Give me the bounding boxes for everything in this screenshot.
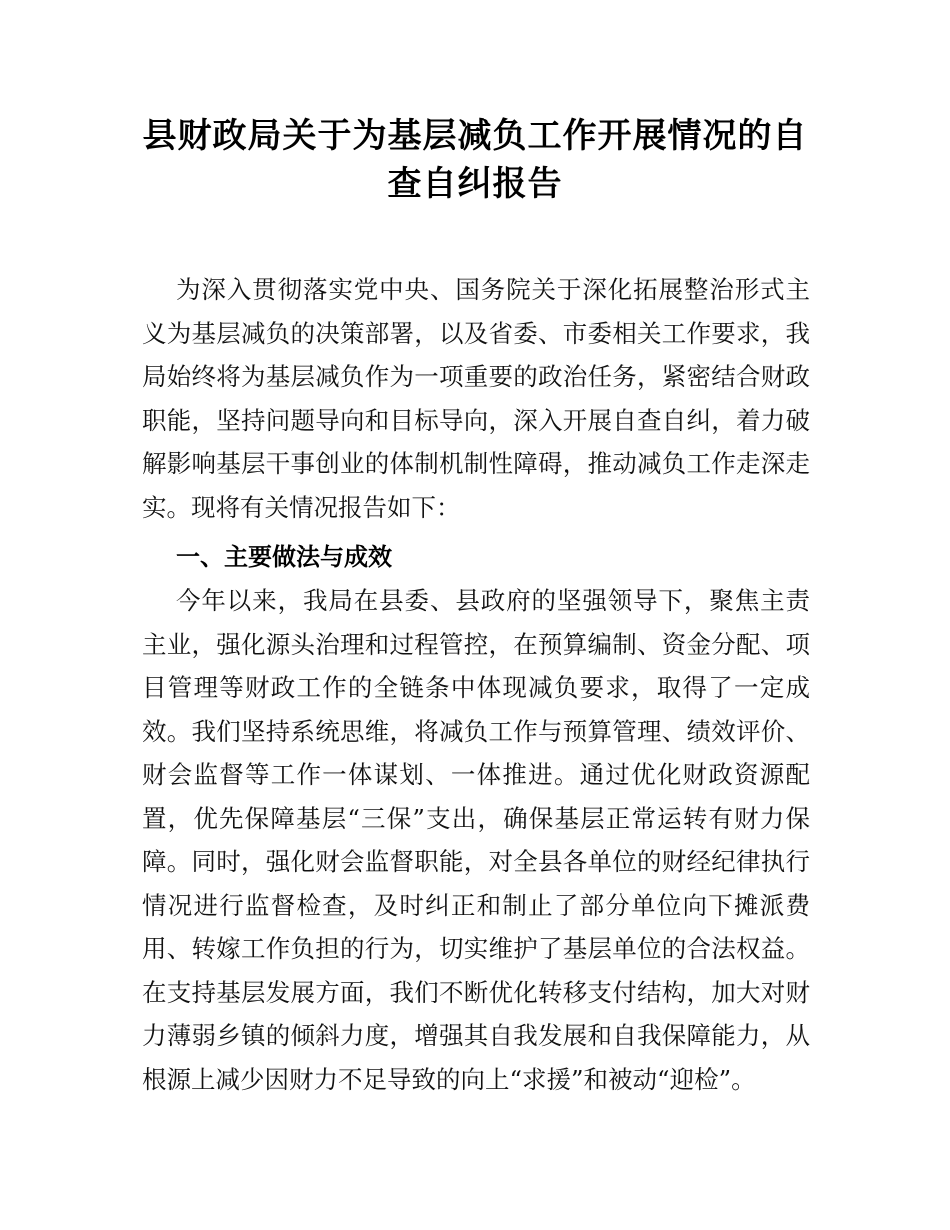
title-line-1: 县财政局关于为基层减负工作开展情况的自 [142, 116, 808, 156]
document-title [130, 112, 820, 208]
section-heading-1: 一、主要做法与成效 [176, 543, 392, 571]
title-line-2: 查自纠报告 [387, 164, 563, 204]
body-paragraph: 今年以来，我局在县委、县政府的坚强领导下，聚焦主责主业，强化源头治理和过程管控，在预算编制、资金分配、项目管理等财政工作的全链条中体现减负要求，取得了一定成效。我们坚持系统思维，将减负工作与预算管理、绩效评价、财会监督等工作一体谋划、一体推进。通过优化财政资源配置，优先保障基层“三保”支出，确保基层正常运转有财力保障。同时，强化财会监督职能，对全县各单位的财经纪律执行情况进行监督检查，及时纠正和制止了部分单位向下摊派费用、转嫁工作负担的行为，切实维护了基层单位的合法权益。在支持基层发展方面，我们不断优化转移支付结构，加大对财力薄弱乡镇的倾斜力度，增强其自我发展和自我保障能力，从根源上减少因财力不足导致的向上“求援”和被动“迎检”。 [142, 586, 810, 1094]
intro-paragraph: 为深入贯彻落实党中央、国务院关于深化拓展整治形式主义为基层减负的决策部署，以及省委、市委相关工作要求，我局始终将为基层减负作为一项重要的政治任务，紧密结合财政职能，坚持问题导向和目标导向，深入开展自查自纠，着力破解影响基层干事创业的体制机制性障碍，推动减负工作走深走实。现将有关情况报告如下： [142, 275, 810, 522]
